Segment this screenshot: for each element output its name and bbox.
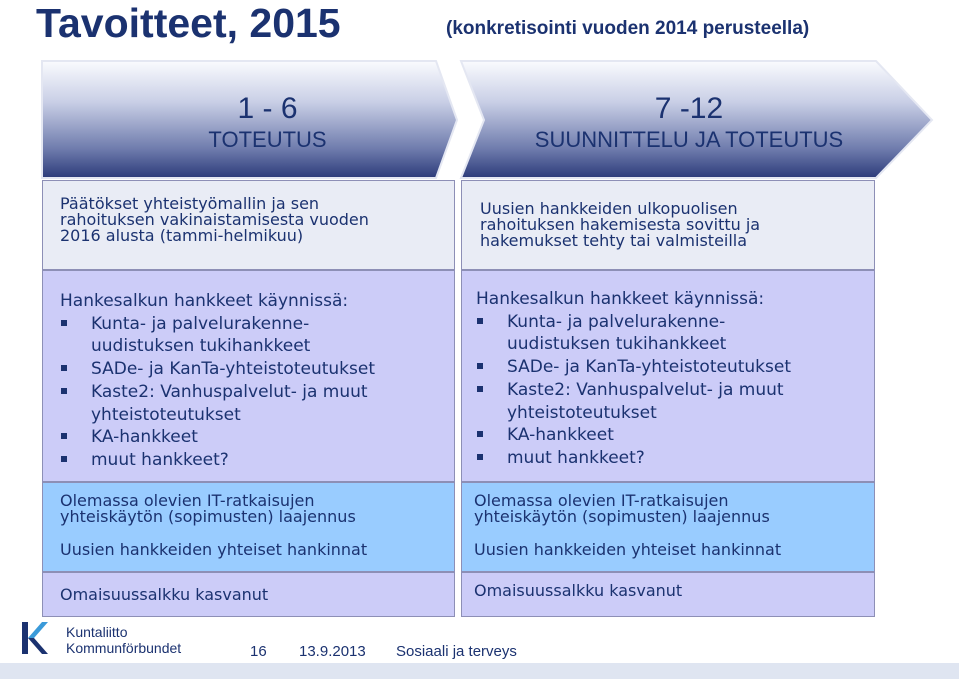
phase-left — [180, 92, 355, 154]
bullet-square-icon — [61, 433, 67, 439]
kuntaliitto-logo — [18, 620, 183, 660]
list-item-text: Kaste2: Vanhuspalvelut- ja muut — [507, 379, 784, 400]
k-logo-icon — [20, 620, 48, 656]
list-item — [60, 381, 454, 426]
list-item-text: uudistuksen tukihankkeet — [91, 336, 311, 357]
list-item-text: KA-hankkeet — [507, 425, 614, 446]
list-item — [476, 311, 874, 356]
right-it-line: Olemassa olevien IT-ratkaisujen — [474, 491, 729, 510]
slide-title: Tavoitteet, 2015 — [36, 0, 341, 46]
footer-date: 13.9.2013 — [299, 643, 366, 660]
left-decision-line: rahoituksen vakinaistamisesta vuoden — [60, 210, 369, 229]
list-item-text: KA-hankkeet — [91, 427, 198, 448]
list-item-text: muut hankkeet? — [91, 449, 229, 470]
right-it-line: yhteiskäytön (sopimusten) laajennus — [474, 507, 770, 526]
phase-right — [505, 92, 873, 154]
phase-left-number: 1 - 6 — [237, 92, 298, 125]
right-projects-box — [461, 270, 875, 482]
right-portfolio-box — [461, 572, 875, 617]
bullet-square-icon — [477, 363, 483, 369]
bullet-square-icon — [61, 388, 67, 394]
list-item — [60, 449, 454, 472]
slide-subtitle: (konkretisointi vuoden 2014 perusteella) — [446, 18, 810, 39]
left-decision-line: Päätökset yhteistyömallin ja sen — [60, 194, 320, 213]
list-item — [476, 379, 874, 424]
list-item-text: uudistuksen tukihankkeet — [507, 334, 727, 355]
list-item — [60, 313, 454, 358]
list-item-text: Kaste2: Vanhuspalvelut- ja muut — [91, 381, 368, 402]
left-it-line: yhteiskäytön (sopimusten) laajennus — [60, 507, 356, 526]
right-procurement: Uusien hankkeiden yhteiset hankinnat — [474, 540, 782, 559]
logo-line2: Kommunförbundet — [66, 640, 182, 656]
list-item — [476, 424, 874, 447]
right-funding-line: hakemukset tehty tai valmisteilla — [480, 231, 748, 250]
left-decision-line: 2016 alusta (tammi-helmikuu) — [60, 226, 304, 245]
bullet-square-icon — [477, 431, 483, 437]
right-projects-heading: Hankesalkun hankkeet käynnissä: — [476, 289, 765, 309]
bullet-square-icon — [61, 365, 67, 371]
footer-page-number: 16 — [250, 643, 267, 660]
list-item-text: yhteistoteutukset — [507, 402, 657, 423]
bullet-square-icon — [61, 456, 67, 462]
right-funding-line: Uusien hankkeiden ulkopuolisen — [480, 199, 738, 218]
bullet-square-icon — [477, 386, 483, 392]
phase-right-label: SUUNNITTELU JA TOTEUTUS — [534, 127, 844, 152]
bullet-square-icon — [61, 320, 67, 326]
left-portfolio-box — [42, 572, 455, 617]
list-item-text: SADe- ja KanTa-yhteistoteutukset — [91, 359, 376, 380]
left-decision-box — [42, 180, 455, 270]
logo-line1: Kuntaliitto — [66, 624, 128, 640]
footer-org: Sosiaali ja terveys — [396, 643, 517, 660]
phase-left-label: TOTEUTUS — [208, 127, 327, 152]
list-item-text: muut hankkeet? — [507, 447, 645, 468]
list-item-text: yhteistoteutukset — [91, 404, 241, 425]
list-item-text: Kunta- ja palvelurakenne- — [91, 313, 310, 334]
phase-right-number: 7 -12 — [654, 92, 724, 125]
list-item — [476, 356, 874, 379]
left-it-line: Olemassa olevien IT-ratkaisujen — [60, 491, 315, 510]
list-item — [60, 426, 454, 449]
right-projects-list — [476, 311, 874, 470]
left-procurement: Uusien hankkeiden yhteiset hankinnat — [60, 540, 368, 559]
list-item-text: SADe- ja KanTa-yhteistoteutukset — [507, 357, 792, 378]
bottom-bar — [0, 663, 959, 679]
right-it-box — [461, 482, 875, 572]
left-projects-heading: Hankesalkun hankkeet käynnissä: — [60, 291, 349, 311]
list-item — [60, 358, 454, 381]
bullet-square-icon — [477, 318, 483, 324]
bullet-square-icon — [477, 454, 483, 460]
left-projects-box — [42, 270, 455, 482]
left-it-box — [42, 482, 455, 572]
left-portfolio: Omaisuussalkku kasvanut — [60, 585, 269, 604]
left-projects-list — [60, 313, 454, 472]
right-funding-box — [461, 180, 875, 270]
right-portfolio: Omaisuussalkku kasvanut — [474, 581, 683, 600]
right-funding-line: rahoituksen hakemisesta sovittu ja — [480, 215, 761, 234]
list-item — [476, 447, 874, 470]
list-item-text: Kunta- ja palvelurakenne- — [507, 311, 726, 332]
